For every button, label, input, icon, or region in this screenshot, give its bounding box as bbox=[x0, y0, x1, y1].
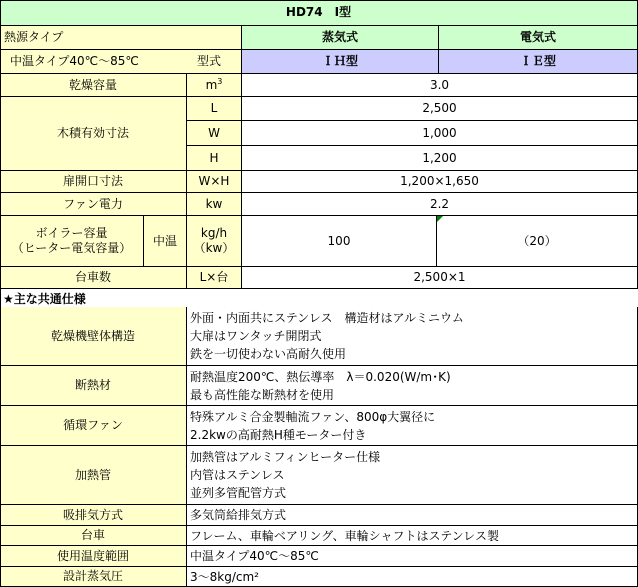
fan-power-label: ファン電力 bbox=[0, 193, 187, 216]
door-size-unit: W×H bbox=[187, 171, 242, 193]
spec-value-temperature-range: 中温タイプ40℃～85℃ bbox=[187, 546, 638, 567]
model-label: 型式 bbox=[196, 54, 221, 68]
spec-label-cart: 台車 bbox=[0, 526, 187, 546]
carts-label: 台車数 bbox=[0, 267, 187, 289]
carts-value: 2,500×1 bbox=[242, 267, 638, 289]
electric-model: ＩＥ型 bbox=[439, 50, 638, 74]
common-spec-heading: ★主な共通仕様 bbox=[3, 291, 86, 306]
spec-value-circulation-fan: 特殊アルミ合金製軸流ファン、800φ大翼径に 2.2kwの高耐熱H種モーター付き bbox=[187, 406, 638, 446]
spec-label-circulation-fan: 循環ファン bbox=[0, 406, 187, 446]
lumber-size-l-value: 2,500 bbox=[242, 97, 638, 121]
steam-model: ＩＨ型 bbox=[242, 50, 439, 74]
lumber-size-label: 木積有効寸法 bbox=[0, 97, 187, 171]
lumber-size-l-unit: L bbox=[187, 97, 242, 121]
electric-type-header: 電気式 bbox=[439, 26, 638, 50]
door-size-value: 1,200×1,650 bbox=[242, 171, 638, 193]
lumber-size-w-value: 1,000 bbox=[242, 121, 638, 146]
spec-label-wall-structure: 乾燥機壁体構造 bbox=[0, 307, 187, 366]
heat-source-label: 熱源タイプ bbox=[0, 26, 242, 50]
spec-value-insulation: 耐熱温度200℃、熱伝導率 λ＝0.020(W/m･K) 最も高性能な断熱材を使用 bbox=[187, 366, 638, 406]
spec-label-ventilation: 吸排気方式 bbox=[0, 505, 187, 526]
spec-label-steam-pressure: 設計蒸気圧 bbox=[0, 567, 187, 587]
drying-capacity-value: 3.0 bbox=[242, 74, 638, 97]
lumber-size-w-unit: W bbox=[187, 121, 242, 146]
table-title: HD74 Ⅰ型 bbox=[0, 0, 638, 26]
boiler-sub-label: 中温 bbox=[144, 216, 187, 267]
fan-power-value: 2.2 bbox=[242, 193, 638, 216]
lumber-size-h-value: 1,200 bbox=[242, 146, 638, 171]
spec-value-wall-structure: 外面・内面共にステンレス 構造材はアルミニウム 大扉はワンタッチ開閉式 鉄を一切使わない高耐久使用 bbox=[187, 307, 638, 366]
comment-indicator-marker bbox=[437, 216, 443, 222]
spec-value-cart: フレーム、車輪ベアリング、車輪シャフトはステンレス製 bbox=[187, 526, 638, 546]
drying-capacity-label: 乾燥容量 bbox=[0, 74, 187, 97]
spec-label-heating-pipe: 加熱管 bbox=[0, 446, 187, 505]
lumber-size-h-unit: H bbox=[187, 146, 242, 171]
carts-unit: L×台 bbox=[187, 267, 242, 289]
boiler-electric-value: （20） bbox=[437, 216, 638, 267]
spec-label-insulation: 断熱材 bbox=[0, 366, 187, 406]
boiler-steam-value: 100 bbox=[242, 216, 437, 267]
drying-capacity-unit: $m^3$ bbox=[187, 74, 242, 97]
spec-label-temperature-range: 使用温度範囲 bbox=[0, 546, 187, 567]
spec-value-ventilation: 多気筒給排気方式 bbox=[187, 505, 638, 526]
boiler-unit: kg/h （kw） bbox=[187, 216, 242, 267]
steam-type-header: 蒸気式 bbox=[242, 26, 439, 50]
door-size-label: 扉開口寸法 bbox=[0, 171, 187, 193]
boiler-capacity-label: ボイラー容量 （ヒーター電気容量） bbox=[0, 216, 144, 267]
spec-value-steam-pressure: 3～8kg/cm² bbox=[187, 567, 638, 587]
spec-value-heating-pipe: 加熱管はアルミフィンヒーター仕様 内管はステンレス 並列多管配管方式 bbox=[187, 446, 638, 505]
temperature-range-label: 中温タイプ40℃～85℃ bbox=[10, 54, 139, 68]
model-row-label bbox=[0, 50, 242, 74]
fan-power-unit: kw bbox=[187, 193, 242, 216]
